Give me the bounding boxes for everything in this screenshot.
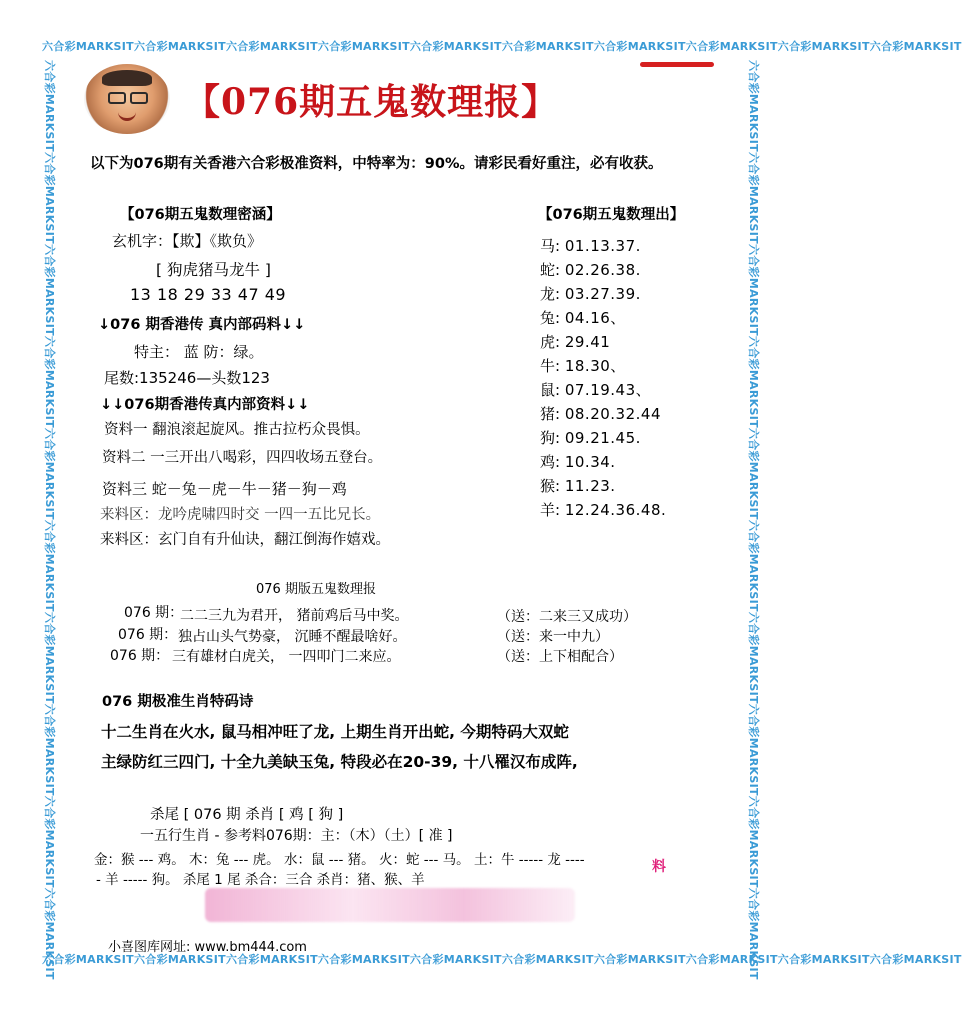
section2-note: （送：二来三又成功）: [497, 609, 637, 625]
data-line-1: 资料一 翻浪滚起旋风。推古拉朽众畏惧。: [104, 422, 370, 438]
poem-line-2: 主绿防红三四门, 十全九美缺玉兔, 特段必在20-39, 十八罹汉布成阵,: [101, 753, 578, 771]
section2-heading: 076 期版五鬼数理报: [256, 582, 376, 597]
footer-url[interactable]: 小喜图库网址: www.bm444.com: [108, 940, 307, 955]
special-line: 特主： 蓝 防：绿。: [134, 343, 264, 361]
zodiac-row: 猪: 08.20.32.44: [540, 405, 661, 423]
watermark-top: 六合彩MARKSIT六合彩MARKSIT六合彩MARKSIT六合彩MARKSIT六合彩MARKSIT六合彩MARKSIT六合彩MARKSIT六合彩MARKSIT六合彩MARKSIT六合彩MARKSIT: [42, 40, 962, 53]
elements-line-1: 金：猴 --- 鸡。 木：兔 --- 虎。 水：鼠 --- 猪。 火：蛇 --- 马。 土：牛 ----- 龙 ----: [94, 852, 585, 868]
zodiac-row: 马: 01.13.37.: [540, 237, 641, 255]
numbers-line: 13 18 29 33 47 49: [130, 285, 287, 304]
zodiac-row: 蛇: 02.26.38.: [540, 261, 641, 279]
inner-code-heading: ↓076 期香港传 真内部码料↓↓: [98, 317, 306, 333]
poem-line-1: 十二生肖在火水, 鼠马相冲旺了龙, 上期生肖开出蛇, 今期特码大双蛇: [101, 723, 569, 741]
animals-line: [ 狗虎猪马龙牛 ]: [156, 261, 271, 279]
section2-verse: 二二三九为君开， 猪前鸡后马中奖。: [180, 608, 409, 624]
zodiac-row: 牛: 18.30、: [540, 357, 626, 375]
avatar: [84, 64, 170, 134]
tail-line: 尾数:135246—头数123: [104, 369, 270, 387]
zodiac-row: 龙: 03.27.39.: [540, 285, 641, 303]
zodiac-row: 虎: 29.41: [540, 333, 611, 351]
zodiac-row: 羊: 12.24.36.48.: [540, 501, 667, 519]
section2-verse: 独占山头气势豪， 沉睡不醒最啥好。: [178, 629, 407, 645]
section2-verse: 三有雄材白虎关， 一四叩门二来应。: [172, 649, 401, 665]
data-line-2: 资料二 一三开出八喝彩，四四收场五登台。: [102, 450, 383, 466]
watermark-bottom: 六合彩MARKSIT六合彩MARKSIT六合彩MARKSIT六合彩MARKSIT六合彩MARKSIT六合彩MARKSIT六合彩MARKSIT六合彩MARKSIT六合彩MARKSIT六合彩MARKSIT: [42, 953, 962, 966]
zodiac-row: 兔: 04.16、: [540, 309, 626, 327]
section2-note: （送：上下相配合）: [497, 649, 623, 665]
laiyuan-line-2: 来料区：玄门自有升仙诀，翻江倒海作嬉戏。: [100, 532, 390, 548]
pink-smudge: [205, 888, 575, 922]
laiyuan-line-1: 来料区：龙吟虎啸四时交 一四一五比兄长。: [100, 507, 381, 523]
watermark-left: 六合彩MARKSIT六合彩MARKSIT六合彩MARKSIT六合彩MARKSIT六合彩MARKSIT六合彩MARKSIT六合彩MARKSIT六合彩MARKSIT六合彩MARKSIT六合彩MARKSIT: [43, 60, 56, 980]
section2-label: 076 期：: [118, 627, 178, 643]
zodiac-row: 鼠: 07.19.43、: [540, 381, 652, 399]
data-line-3: 资料三 蛇－兔－虎－牛－猪－狗－鸡: [102, 480, 347, 498]
xuanji-line: 玄机字：【欺】《欺负》: [112, 232, 263, 250]
inner-data-heading: ↓↓076期香港传真内部资料↓↓: [100, 397, 310, 413]
section2-note: （送：来一中九）: [497, 629, 609, 645]
section2-label: 076 期：: [110, 648, 170, 664]
page-title: 【076期五鬼数理报】: [184, 81, 559, 123]
zodiac-row: 猴: 11.23.: [540, 477, 616, 495]
elements-line-2: - 羊 ----- 狗。 杀尾 1 尾 杀合：三合 杀肖：猪、猴、羊: [96, 872, 425, 888]
intro-text: 以下为076期有关香港六合彩极准资料，中特率为：90%。请彩民看好重注，必有收获。: [90, 156, 663, 172]
wuxing-line: 一五行生肖 - 参考料076期：主：（木）（土）[ 准 ]: [140, 828, 453, 844]
secret-heading: 【076期五鬼数理密涵】: [120, 207, 281, 223]
watermark-right: 六合彩MARKSIT六合彩MARKSIT六合彩MARKSIT六合彩MARKSIT六合彩MARKSIT六合彩MARKSIT六合彩MARKSIT六合彩MARKSIT六合彩MARKSIT六合彩MARKSIT: [747, 60, 760, 980]
poem-heading: 076 期极准生肖特码诗: [102, 694, 254, 710]
zodiac-row: 狗: 09.21.45.: [540, 429, 641, 447]
zodiac-heading: 【076期五鬼数理出】: [538, 207, 685, 223]
shawei-line: 杀尾 [ 076 期 杀肖 [ 鸡 [ 狗 ]: [150, 807, 344, 823]
red-mark: [640, 62, 714, 67]
section2-label: 076 期：: [124, 605, 184, 621]
pink-stamp: 料: [652, 859, 666, 875]
zodiac-row: 鸡: 10.34.: [540, 453, 616, 471]
